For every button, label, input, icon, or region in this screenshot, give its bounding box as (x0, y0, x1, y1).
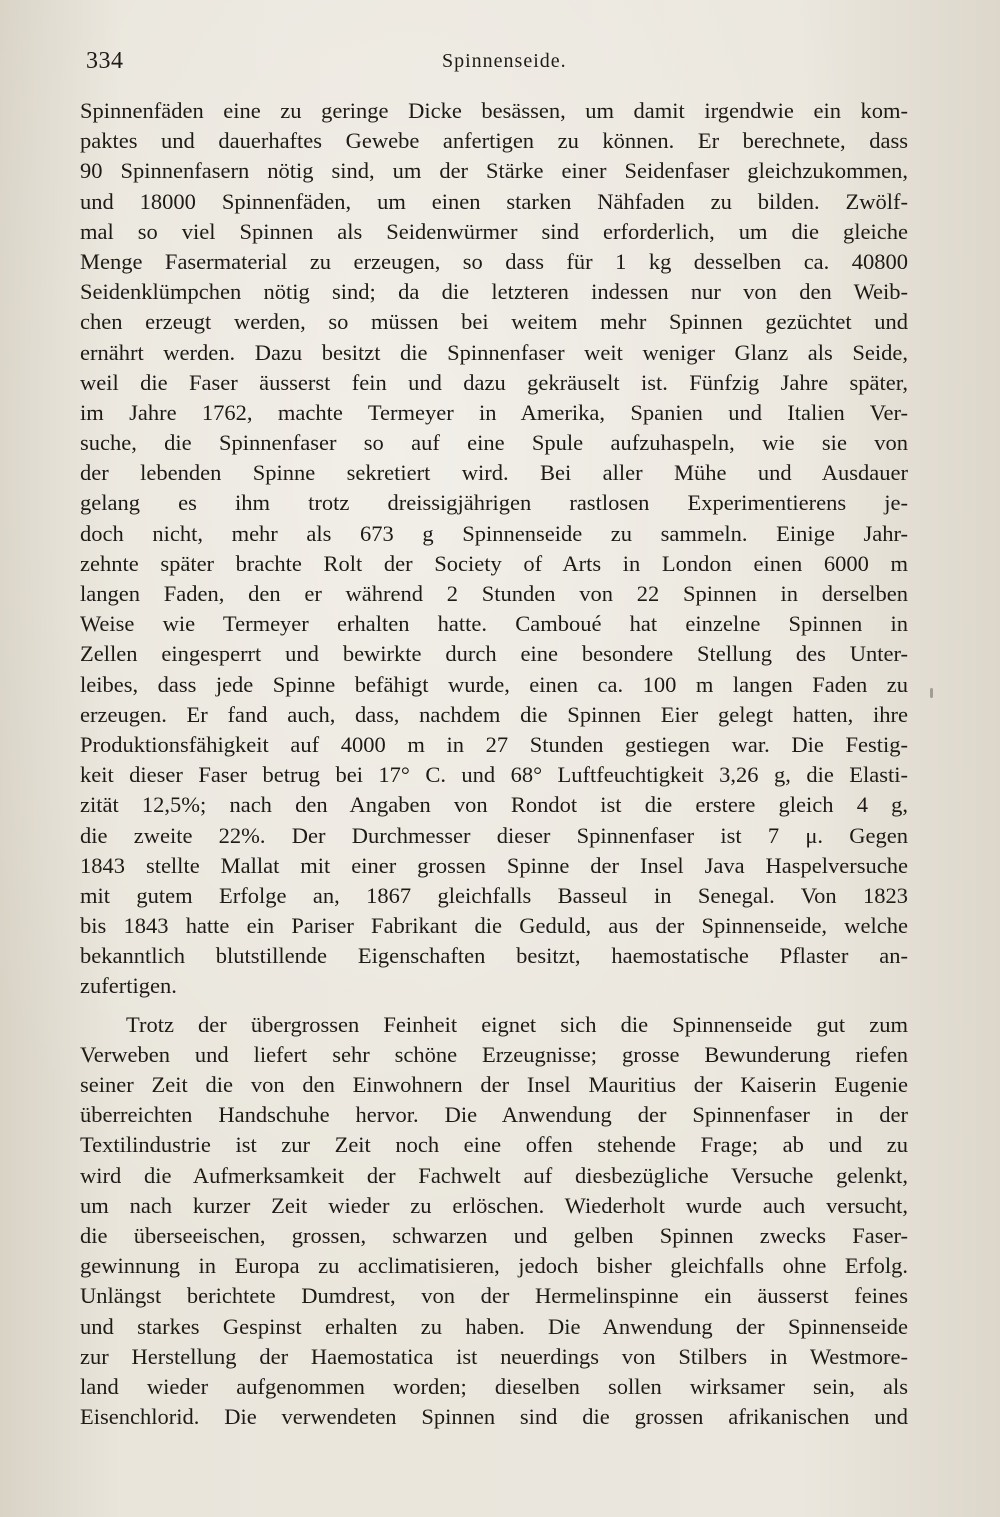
running-head: Spinnenseide. (442, 50, 567, 72)
page-number: 334 (86, 48, 124, 74)
text-line: ernährt werden. Dazu besitzt die Spinnenfaser weit weniger Glanz als Seide, (80, 339, 908, 365)
text-line: erzeugen. Er fand auch, dass, nachdem die Spinnen Eier gelegt hatten, ihre (80, 701, 908, 727)
text-line: suche, die Spinnenfaser so auf eine Spule aufzuhaspeln, wie sie von (80, 430, 908, 456)
text-line: gelang es ihm trotz dreissigjährigen rastlosen Experimentierens je- (80, 490, 908, 516)
text-line: 90 Spinnenfasern nötig sind, um der Stärke einer Seidenfaser gleichzukommen, (80, 158, 908, 184)
text-line: die überseeischen, grossen, schwarzen und gelben Spinnen zwecks Faser- (80, 1222, 908, 1248)
text-line: im Jahre 1762, machte Termeyer in Amerika, Spanien und Italien Ver- (80, 399, 908, 425)
text-line: Eisenchlorid. Die verwendeten Spinnen sind die grossen afrikanischen und (80, 1404, 908, 1430)
text-line: doch nicht, mehr als 673 g Spinnenseide zu sammeln. Einige Jahr- (80, 520, 908, 546)
text-line: Trotz der übergrossen Feinheit eignet sich die Spinnenseide gut zum (126, 1011, 908, 1037)
text-line: Unlängst berichtete Dumdrest, von der Hermelinspinne ein äusserst feines (80, 1283, 908, 1309)
text-line: Weise wie Termeyer erhalten hatte. Camboué hat einzelne Spinnen in (80, 611, 908, 637)
text-line: und 18000 Spinnenfäden, um einen starken Nähfaden zu bilden. Zwölf- (80, 188, 908, 214)
text-line: seiner Zeit die von den Einwohnern der Insel Mauritius der Kaiserin Eugenie (80, 1072, 908, 1097)
text-line: Seidenklümpchen nötig sind; da die letzteren indessen nur von den Weib- (80, 279, 908, 305)
text-line: und starkes Gespinst erhalten zu haben. Die Anwendung der Spinnenseide (80, 1313, 908, 1339)
text-line: zufertigen. (80, 973, 177, 999)
text-line: paktes und dauerhaftes Gewebe anfertigen zu können. Er berechnete, dass (80, 128, 908, 154)
text-line: chen erzeugt werden, so müssen bei weitem mehr Spinnen gezüchtet und (80, 309, 908, 335)
text-line: Menge Fasermaterial zu erzeugen, so dass für 1 kg desselben ca. 40800 (80, 248, 908, 274)
text-line: Textilindustrie ist zur Zeit noch eine offen stehende Frage; ab und zu (80, 1132, 908, 1158)
text-line: wird die Aufmerksamkeit der Fachwelt auf diesbezügliche Versuche gelenkt, (80, 1162, 908, 1188)
text-line: Produktionsfähigkeit auf 4000 m in 27 Stunden gestiegen war. Die Festig- (80, 731, 908, 757)
text-line: überreichten Handschuhe hervor. Die Anwendung der Spinnenfaser in der (80, 1102, 908, 1128)
text-line: Spinnenfäden eine zu geringe Dicke besässen, um damit irgendwie ein kom- (80, 98, 908, 123)
text-line: zität 12,5%; nach den Angaben von Rondot ist die erstere gleich 4 g, (80, 792, 908, 818)
text-line: Verweben und liefert sehr schöne Erzeugnisse; grosse Bewunderung riefen (80, 1041, 908, 1067)
text-line: der lebenden Spinne sekretiert wird. Bei aller Mühe und Ausdauer (80, 460, 908, 486)
text-line: bis 1843 hatte ein Pariser Fabrikant die Geduld, aus der Spinnenseide, welche (80, 913, 908, 939)
paragraph-1 (80, 96, 908, 1002)
text-line: weil die Faser äusserst fein und dazu gekräuselt ist. Fünfzig Jahre später, (80, 369, 908, 395)
text-line: zehnte später brachte Rolt der Society of Arts in London einen 6000 m (80, 550, 908, 576)
page-header (86, 46, 906, 82)
text-line: Zellen eingesperrt und bewirkte durch eine besondere Stellung des Unter- (80, 641, 908, 667)
text-line: um nach kurzer Zeit wieder zu erlöschen. Wiederholt wurde auch versucht, (80, 1192, 908, 1218)
text-line: mal so viel Spinnen als Seidenwürmer sind erforderlich, um die gleiche (80, 218, 908, 244)
text-line: bekanntlich blutstillende Eigenschaften besitzt, haemostatische Pflaster an- (80, 943, 908, 969)
text-line: 1843 stellte Mallat mit einer grossen Spinne der Insel Java Haspelversuche (80, 852, 908, 878)
body-text (80, 96, 908, 1432)
paragraph-gap (80, 1002, 908, 1010)
print-speck (930, 688, 933, 698)
text-line: die zweite 22%. Der Durchmesser dieser Spinnenfaser ist 7 μ. Gegen (80, 822, 908, 848)
paragraph-2 (80, 1010, 908, 1433)
text-line: land wieder aufgenommen worden; dieselben sollen wirksamer sein, als (80, 1373, 908, 1399)
text-line: langen Faden, den er während 2 Stunden von 22 Spinnen in derselben (80, 581, 908, 606)
text-line: mit gutem Erfolge an, 1867 gleichfalls Basseul in Senegal. Von 1823 (80, 882, 908, 908)
text-line: gewinnung in Europa zu acclimatisieren, jedoch bisher gleichfalls ohne Erfolg. (80, 1253, 908, 1279)
text-line: leibes, dass jede Spinne befähigt wurde, einen ca. 100 m langen Faden zu (80, 671, 908, 697)
text-line: keit dieser Faser betrug bei 17° C. und 68° Luftfeuchtigkeit 3,26 g, die Elasti- (80, 762, 908, 788)
text-line: zur Herstellung der Haemostatica ist neuerdings von Stilbers in Westmore- (80, 1343, 908, 1369)
